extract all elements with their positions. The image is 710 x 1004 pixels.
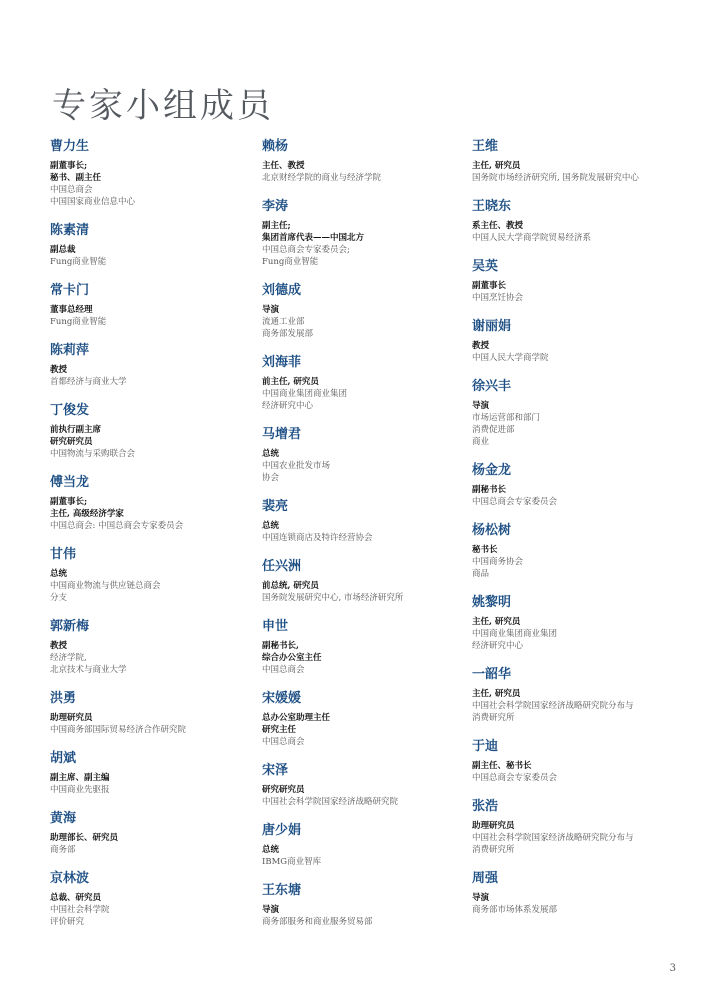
member-title: 助理研究员	[50, 713, 93, 723]
member-affiliation: 协会	[262, 473, 280, 483]
member-name: 洪勇	[50, 691, 77, 706]
member-name: 常卡门	[50, 283, 90, 298]
member-affiliation: 中国总商会专家委员会;	[262, 245, 350, 255]
member-name: 赖杨	[262, 139, 289, 154]
member-affiliation: 北京技术与商业大学	[50, 665, 127, 675]
member-name: 吴英	[472, 259, 499, 274]
member-affiliation: 消费研究所	[472, 845, 515, 855]
member-name: 胡斌	[50, 751, 77, 766]
member-column-2	[262, 138, 462, 942]
member-affiliation: 中国社会科学院	[50, 905, 110, 915]
member-entry	[50, 870, 250, 928]
member-entry	[50, 750, 250, 796]
member-name: 裴亮	[262, 499, 289, 514]
member-affiliation: 中国总商会专家委员会	[472, 497, 558, 507]
member-title: 总办公室助理主任	[262, 713, 331, 723]
member-affiliation: 中国总商会	[262, 737, 305, 747]
member-title: 主任, 研究员	[472, 161, 521, 171]
member-affiliation: 首都经济与商业大学	[50, 377, 127, 387]
member-title: 秘书长	[472, 545, 498, 555]
member-title: 副秘书长	[472, 485, 507, 495]
member-name: 谢丽娟	[472, 319, 512, 334]
member-affiliation: 中国商业集团商业集团	[262, 389, 348, 399]
member-entry	[472, 738, 702, 784]
member-entry	[262, 690, 462, 748]
member-title: 主任、教授	[262, 161, 305, 171]
page-title: 专家小组成员	[52, 85, 274, 126]
member-entry	[50, 810, 250, 856]
member-name: 徐兴丰	[472, 379, 512, 394]
member-name: 郭新梅	[50, 619, 90, 634]
member-affiliation: 评价研究	[50, 917, 85, 927]
member-title: 导演	[262, 905, 280, 915]
member-affiliation: 中国农业批发市场	[262, 461, 331, 471]
member-name: 申世	[262, 619, 289, 634]
member-affiliation: 经济研究中心	[472, 641, 524, 651]
member-entry	[472, 258, 702, 304]
member-title: 副董事长	[472, 281, 507, 291]
member-title: 秘书、副主任	[50, 173, 102, 183]
member-entry	[262, 882, 462, 928]
member-affiliation: 中国社会科学院国家经济战略研究院分布与	[472, 833, 634, 843]
member-name: 甘伟	[50, 547, 77, 562]
member-name: 王维	[472, 139, 499, 154]
member-affiliation: 国务院发展研究中心, 市场经济研究所	[262, 593, 404, 603]
member-affiliation: 中国商业先驱报	[50, 785, 110, 795]
member-affiliation: 国务院市场经济研究所, 国务院发展研究中心	[472, 173, 639, 183]
member-column-3	[472, 138, 702, 930]
member-affiliation: 商务部发展部	[262, 329, 314, 339]
member-name: 杨金龙	[472, 463, 512, 478]
member-affiliation: 商务部	[50, 845, 76, 855]
member-entry	[262, 822, 462, 868]
member-entry	[262, 198, 462, 268]
member-entry	[472, 138, 702, 184]
member-title: 主任, 高级经济学家	[50, 509, 124, 519]
member-name: 丁俊发	[50, 403, 90, 418]
member-entry	[472, 462, 702, 508]
member-entry	[262, 618, 462, 676]
member-name: 曹力生	[50, 139, 90, 154]
member-affiliation: 中国烹饪协会	[472, 293, 524, 303]
member-title: 副主任、秘书长	[472, 761, 532, 771]
member-title: 导演	[472, 401, 490, 411]
member-name: 李涛	[262, 199, 289, 214]
member-affiliation: 北京财经学院的商业与经济学院	[262, 173, 382, 183]
member-title: 综合办公室主任	[262, 653, 322, 663]
member-affiliation: 市场运营部和部门	[472, 413, 541, 423]
member-title: 总统	[262, 845, 280, 855]
member-affiliation: IBMG商业智库	[262, 857, 322, 867]
member-title: 前总统, 研究员	[262, 581, 319, 591]
member-affiliation: 中国总商会	[50, 185, 93, 195]
member-name: 王晓东	[472, 199, 512, 214]
member-name: 姚黎明	[472, 595, 512, 610]
member-affiliation: 中国总商会: 中国总商会专家委员会	[50, 521, 184, 531]
member-title: 副总裁	[50, 245, 76, 255]
member-entry	[472, 522, 702, 580]
member-title: 教授	[50, 365, 68, 375]
member-title: 副秘书长,	[262, 641, 299, 651]
member-affiliation: 消费促进部	[472, 425, 515, 435]
member-affiliation: 中国商业物流与供应链总商会	[50, 581, 161, 591]
member-entry	[262, 282, 462, 340]
member-affiliation: 商业	[472, 437, 490, 447]
member-entry	[50, 546, 250, 604]
member-title: 总统	[262, 449, 280, 459]
member-name: 于迪	[472, 739, 499, 754]
member-entry	[262, 354, 462, 412]
member-affiliation: 中国商务协会	[472, 557, 524, 567]
member-affiliation: 中国商业集团商业集团	[472, 629, 558, 639]
member-name: 任兴洲	[262, 559, 302, 574]
member-name: 京林波	[50, 871, 90, 886]
member-affiliation: 中国社会科学院国家经济战略研究院	[262, 797, 399, 807]
member-affiliation: 中国总商会专家委员会	[472, 773, 558, 783]
member-affiliation: 商品	[472, 569, 490, 579]
member-entry	[472, 318, 702, 364]
member-title: 副主任;	[262, 221, 291, 231]
member-name: 黄海	[50, 811, 77, 826]
member-entry	[472, 798, 702, 856]
member-affiliation: 分支	[50, 593, 68, 603]
member-entry	[262, 762, 462, 808]
member-affiliation: 中国人民大学商学院	[472, 353, 549, 363]
member-entry	[50, 222, 250, 268]
member-affiliation: 中国连锁商店及特许经营协会	[262, 533, 373, 543]
member-affiliation: 经济研究中心	[262, 401, 314, 411]
member-entry	[262, 138, 462, 184]
member-affiliation: 商务部市场体系发展部	[472, 905, 558, 915]
member-name: 宋媛媛	[262, 691, 302, 706]
member-affiliation: 中国人民大学商学院贸易经济系	[472, 233, 592, 243]
member-affiliation: 消费研究所	[472, 713, 515, 723]
member-title: 总裁、研究员	[50, 893, 102, 903]
member-entry	[472, 594, 702, 652]
member-affiliation: 经济学院,	[50, 653, 87, 663]
member-title: 主任, 研究员	[472, 689, 521, 699]
member-title: 主任, 研究员	[472, 617, 521, 627]
member-title: 研究研究员	[50, 437, 93, 447]
member-entry	[472, 870, 702, 916]
member-name: 马增君	[262, 427, 302, 442]
member-name: 王东塘	[262, 883, 302, 898]
member-title: 副董事长;	[50, 497, 88, 507]
member-entry	[50, 690, 250, 736]
member-name: 刘德成	[262, 283, 302, 298]
member-entry	[262, 558, 462, 604]
member-title: 副董事长;	[50, 161, 88, 171]
member-affiliation: 流通工业部	[262, 317, 305, 327]
member-title: 集团首席代表——中国北方	[262, 233, 365, 243]
member-entry	[50, 138, 250, 208]
member-affiliation: Fung商业智能	[50, 257, 107, 267]
page-number: 3	[669, 963, 676, 974]
member-entry	[262, 498, 462, 544]
member-entry	[50, 402, 250, 460]
member-title: 前主任, 研究员	[262, 377, 319, 387]
member-title: 研究主任	[262, 725, 297, 735]
member-affiliation: Fung商业智能	[50, 317, 107, 327]
member-entry	[472, 666, 702, 724]
member-title: 董事总经理	[50, 305, 93, 315]
member-entry	[50, 618, 250, 676]
member-name: 一韶华	[472, 667, 512, 682]
member-title: 副主席、副主编	[50, 773, 110, 783]
member-name: 宋泽	[262, 763, 289, 778]
member-name: 张浩	[472, 799, 499, 814]
member-title: 助理研究员	[472, 821, 515, 831]
member-affiliation: 中国物流与采购联合会	[50, 449, 136, 459]
member-affiliation: Fung商业智能	[262, 257, 319, 267]
member-title: 导演	[262, 305, 280, 315]
member-title: 总统	[262, 521, 280, 531]
member-title: 导演	[472, 893, 490, 903]
member-name: 刘海菲	[262, 355, 302, 370]
member-entry	[50, 342, 250, 388]
member-name: 陈莉萍	[50, 343, 90, 358]
member-entry	[50, 474, 250, 532]
member-entry	[262, 426, 462, 484]
member-entry	[472, 378, 702, 448]
member-title: 研究研究员	[262, 785, 305, 795]
member-title: 教授	[50, 641, 68, 651]
member-affiliation: 中国商务部国际贸易经济合作研究院	[50, 725, 187, 735]
member-affiliation: 中国社会科学院国家经济战略研究院分布与	[472, 701, 634, 711]
member-name: 傅当龙	[50, 475, 90, 490]
member-column-1	[50, 138, 250, 942]
member-affiliation: 中国总商会	[262, 665, 305, 675]
member-entry	[472, 198, 702, 244]
member-title: 系主任、教授	[472, 221, 524, 231]
member-title: 教授	[472, 341, 490, 351]
member-name: 唐少娟	[262, 823, 302, 838]
member-affiliation: 中国国家商业信息中心	[50, 197, 136, 207]
member-entry	[50, 282, 250, 328]
member-affiliation: 商务部服务和商业服务贸易部	[262, 917, 373, 927]
member-name: 杨松树	[472, 523, 512, 538]
member-title: 总统	[50, 569, 68, 579]
member-title: 助理部长、研究员	[50, 833, 119, 843]
member-name: 周强	[472, 871, 499, 886]
member-name: 陈素清	[50, 223, 90, 238]
member-title: 前执行副主席	[50, 425, 102, 435]
